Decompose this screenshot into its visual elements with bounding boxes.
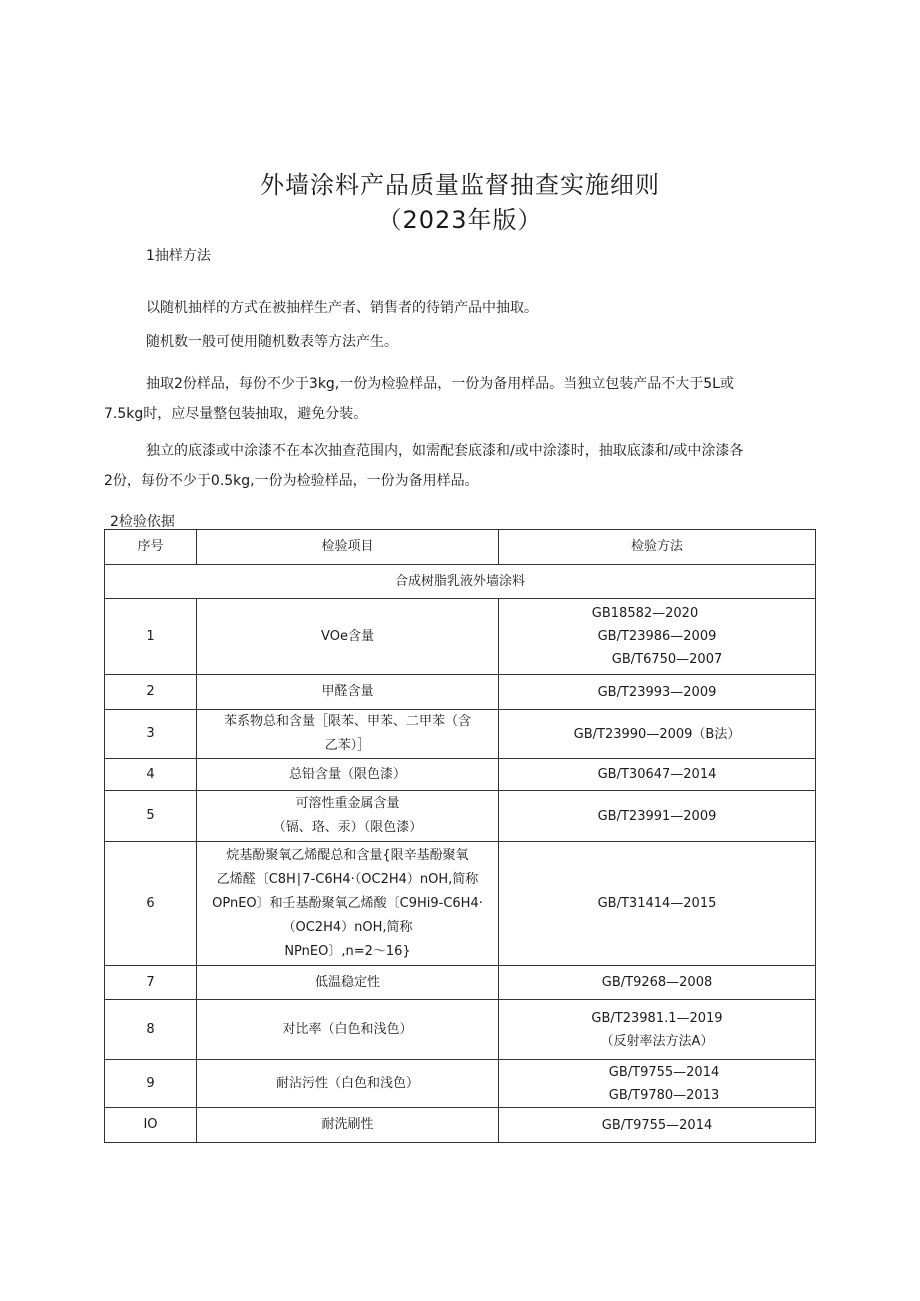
method-line: GB/T9755—2014 — [601, 1117, 713, 1133]
paragraph-line: 7.5kg时，应尽量整包装抽取，避免分装。 — [104, 406, 368, 422]
method-line: GB/T6750—2007 — [611, 652, 723, 667]
item-line: 苯系物总和含量［限苯、甲苯、二甲苯（含 — [223, 714, 471, 729]
row-method — [499, 1060, 816, 1108]
row-method — [499, 966, 816, 1000]
item-line: （镉、珞、汞）（限色漆） — [272, 820, 423, 835]
table-row — [105, 599, 816, 675]
item-line: （OC2H4）nOH,简称 — [282, 919, 413, 935]
row-no: 5 — [105, 791, 197, 842]
table-row — [105, 966, 816, 1000]
paragraph-line: 随机数一般可使用随机数表等方法产生。 — [146, 334, 398, 350]
method-line: GB/T23986—2009 — [597, 629, 717, 644]
row-method — [499, 791, 816, 842]
item-line: 耐沾污性（白色和浅色） — [275, 1075, 419, 1091]
item-line: 对比率（白色和浅色） — [282, 1021, 413, 1037]
row-item — [197, 1060, 499, 1108]
method-line: GB18582—2020 — [591, 606, 699, 621]
group-title: 合成树脂乳液外墙涂料 — [105, 565, 816, 599]
row-item — [197, 710, 499, 759]
paragraph-primer-sampling — [104, 436, 743, 496]
header-item: 检验项目 — [197, 530, 499, 565]
row-no: 1 — [105, 599, 197, 675]
row-item — [197, 966, 499, 1000]
paragraph-sampling-method — [146, 298, 538, 318]
paragraph-random-number — [146, 332, 398, 352]
row-item — [197, 1108, 499, 1143]
paragraph-line: 2份，每份不少于0.5kg,一份为检验样品，一份为备用样品。 — [104, 473, 479, 489]
item-line: 烷基酚聚氧乙烯醍总和含量{限辛基酚聚氧 — [226, 847, 469, 863]
row-item — [197, 759, 499, 791]
table-group-row — [105, 565, 816, 599]
row-item — [197, 842, 499, 966]
item-line: NPnEO〕,n=2～16} — [284, 943, 411, 959]
table-row — [105, 791, 816, 842]
row-no: 9 — [105, 1060, 197, 1108]
table-row — [105, 1000, 816, 1060]
row-no: 2 — [105, 675, 197, 710]
document-title: 外墙涂料产品质量监督抽查实施细则 — [260, 171, 660, 199]
item-line: 乙烯醛〔C8H∣7-C6H4·（OC2H4）nOH,简称 — [216, 871, 479, 887]
paragraph-line: 独立的底漆或中涂漆不在本次抽查范围内，如需配套底漆和/或中涂漆时，抽取底漆和/或中涂漆各 — [146, 443, 744, 459]
row-no: 7 — [105, 966, 197, 1000]
document-edition: （2023年版） — [377, 206, 543, 234]
item-line: 乙苯）］ — [324, 738, 371, 753]
method-line: GB/T23990—2009（B法） — [573, 726, 741, 742]
row-no: 8 — [105, 1000, 197, 1060]
method-line: GB/T23981.1—2019 — [591, 1010, 723, 1026]
table-row — [105, 1108, 816, 1143]
row-item — [197, 675, 499, 710]
row-item — [197, 599, 499, 675]
method-line: （反射率法方法A） — [600, 1033, 714, 1049]
inspection-table — [104, 529, 816, 1143]
item-line: OPnEO〕和壬基酚聚氧乙烯酸〔C9Hi9-C6H4· — [212, 895, 483, 911]
row-method — [499, 842, 816, 966]
row-method — [499, 1000, 816, 1060]
paragraph-sample-quantity — [104, 369, 734, 429]
section-2-heading: 2检验依据 — [110, 514, 175, 530]
table-row — [105, 710, 816, 759]
row-no: 4 — [105, 759, 197, 791]
method-line: GB/T9268—2008 — [601, 975, 713, 990]
table-row — [105, 759, 816, 791]
item-line: VOe含量 — [321, 628, 374, 644]
section-1-heading: 1抽样方法 — [146, 248, 211, 264]
row-method — [499, 1108, 816, 1143]
row-item — [197, 1000, 499, 1060]
method-line: GB/T9755—2014 — [608, 1064, 720, 1080]
method-line: GB/T9780—2013 — [608, 1087, 720, 1103]
row-no: IO — [105, 1108, 197, 1143]
row-no: 6 — [105, 842, 197, 966]
paragraph-line: 抽取2份样品，每份不少于3kg,一份为检验样品，一份为备用样品。当独立包装产品不大于5L或 — [146, 376, 734, 392]
method-line: GB/T23991—2009 — [597, 808, 717, 824]
row-method — [499, 710, 816, 759]
row-item — [197, 791, 499, 842]
item-line: 低温稳定性 — [314, 974, 380, 990]
item-line: 可溶性重金属含量 — [295, 796, 400, 811]
header-no: 序号 — [105, 530, 197, 565]
table-header-row — [105, 530, 816, 565]
method-line: GB/T31414—2015 — [597, 896, 717, 911]
table-row — [105, 842, 816, 966]
row-method — [499, 759, 816, 791]
paragraph-line: 以随机抽样的方式在被抽样生产者、销售者的待销产品中抽取。 — [146, 300, 538, 316]
table-row — [105, 675, 816, 710]
row-method — [499, 675, 816, 710]
method-line: GB/T30647—2014 — [597, 767, 717, 782]
method-line: GB/T23993—2009 — [597, 684, 717, 700]
row-method — [499, 599, 816, 675]
item-line: 甲醛含量 — [321, 684, 374, 699]
row-no: 3 — [105, 710, 197, 759]
item-line: 耐洗刷性 — [321, 1117, 374, 1132]
item-line: 总铅含量（限色漆） — [288, 766, 406, 782]
header-method: 检验方法 — [499, 530, 816, 565]
table-row — [105, 1060, 816, 1108]
